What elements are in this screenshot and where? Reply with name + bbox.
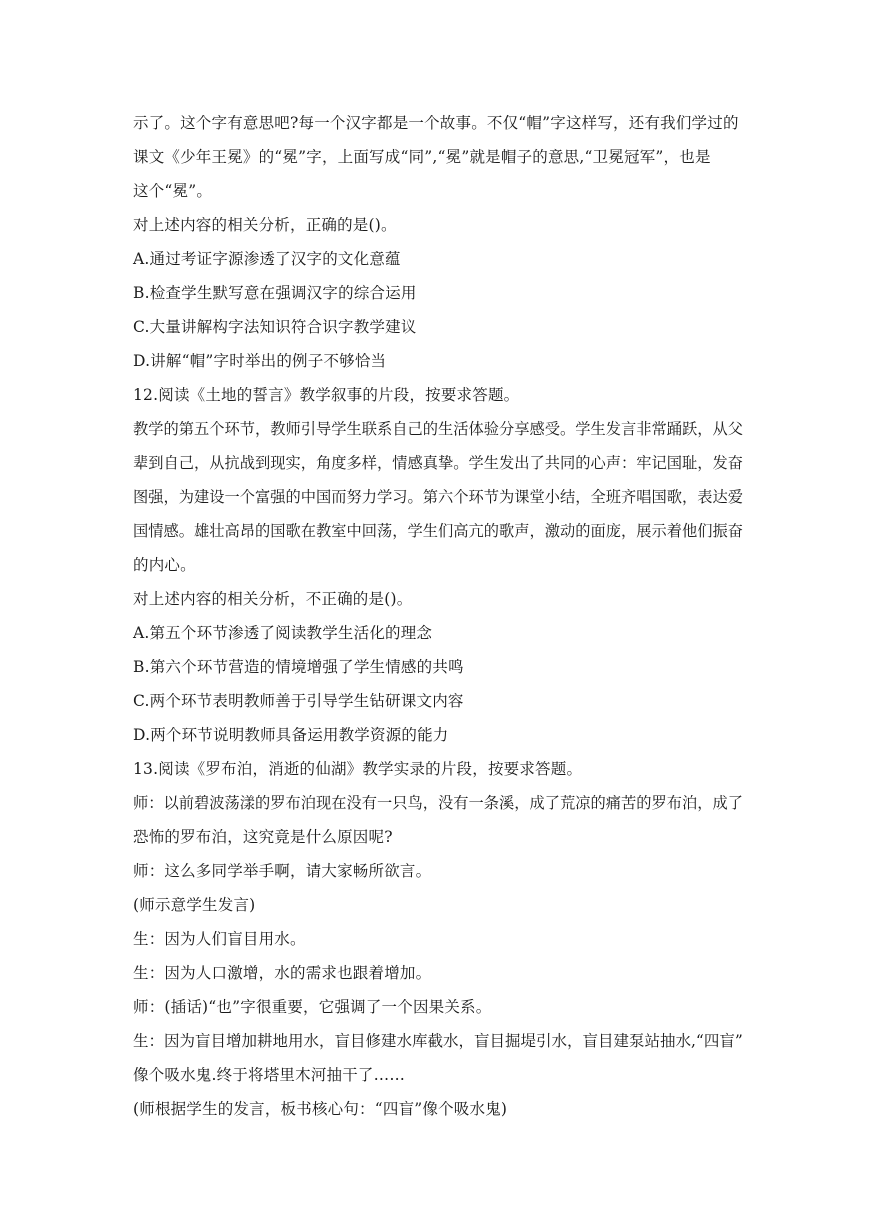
- text-line: 课文《少年王冕》的“冕”字，上面写成“同”,“冕”就是帽子的意思,“卫冕冠军”，也是: [133, 148, 711, 166]
- dialogue-line: 师：以前碧波荡漾的罗布泊现在没有一只鸟，没有一条溪，成了荒凉的痛苦的罗布泊，成了: [133, 794, 743, 812]
- question-stem: 对上述内容的相关分析，不正确的是()。: [133, 590, 413, 608]
- text-line: 教学的第五个环节，教师引导学生联系自己的生活体验分享感受。学生发言非常踊跃，从父: [133, 420, 743, 438]
- dialogue-line: 生：因为人们盲目用水。: [133, 930, 306, 948]
- text-line: 示了。这个字有意思吧?每一个汉字都是一个故事。不仅“帽”字这样写，还有我们学过的: [133, 114, 739, 132]
- dialogue-line: 师：(插话)“也”字很重要，它强调了一个因果关系。: [133, 998, 492, 1016]
- text-line: 国情感。雄壮高昂的国歌在教室中回荡，学生们高亢的歌声，激动的面庞，展示着他们振奋: [133, 522, 743, 540]
- question-stem: 对上述内容的相关分析，正确的是()。: [133, 216, 397, 234]
- text-line: 图强，为建设一个富强的中国而努力学习。第六个环节为课堂小结，全班齐唱国歌，表达爱: [133, 488, 743, 506]
- stage-note: (师示意学生发言): [133, 896, 256, 914]
- option-c: C.两个环节表明教师善于引导学生钻研课文内容: [133, 692, 464, 710]
- option-c: C.大量讲解构字法知识符合识字教学建议: [133, 318, 417, 336]
- dialogue-line: 像个吸水鬼.终于将塔里木河抽干了……: [133, 1066, 406, 1084]
- option-d: D.两个环节说明教师具备运用教学资源的能力: [133, 726, 449, 744]
- option-b: B.第六个环节营造的情境增强了学生情感的共鸣: [133, 658, 464, 676]
- text-line: 辈到自己，从抗战到现实，角度多样，情感真挚。学生发出了共同的心声：牢记国耻，发奋: [133, 454, 743, 472]
- dialogue-line: 师：这么多同学举手啊，请大家畅所欲言。: [133, 862, 432, 880]
- dialogue-line: 生：因为人口激增，水的需求也跟着增加。: [133, 964, 432, 982]
- option-a: A.第五个环节渗透了阅读教学生活化的理念: [133, 624, 433, 642]
- option-d: D.讲解“帽”字时举出的例子不够恰当: [133, 352, 387, 370]
- dialogue-line: 恐怖的罗布泊，这究竟是什么原因呢?: [133, 828, 393, 846]
- option-b: B.检查学生默写意在强调汉字的综合运用: [133, 284, 417, 302]
- document-body: [133, 106, 743, 1126]
- text-line: 这个“冕”。: [133, 182, 213, 200]
- dialogue-line: 生：因为盲目增加耕地用水，盲目修建水库截水，盲目掘堤引水，盲目建泵站抽水,“四盲”: [133, 1032, 743, 1050]
- question-heading-12: 12.阅读《土地的誓言》教学叙事的片段，按要求答题。: [133, 386, 520, 404]
- option-a: A.通过考证字源渗透了汉字的文化意蕴: [133, 250, 401, 268]
- stage-note: (师根据学生的发言，板书核心句：“四盲”像个吸水鬼): [133, 1100, 508, 1118]
- question-heading-13: 13.阅读《罗布泊，消逝的仙湖》教学实录的片段，按要求答题。: [133, 760, 583, 778]
- text-line: 的内心。: [133, 556, 196, 574]
